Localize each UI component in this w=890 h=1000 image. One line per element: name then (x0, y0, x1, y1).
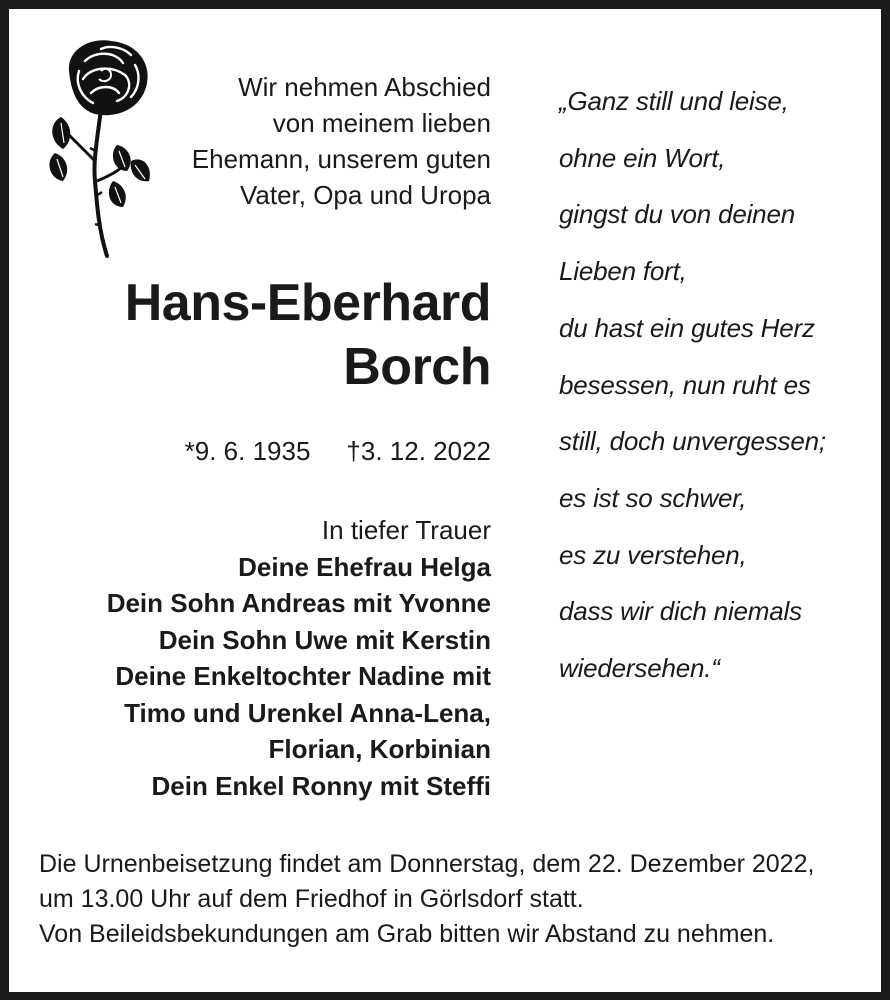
intro-line: Ehemann, unserem guten (191, 144, 491, 174)
intro-text (161, 69, 491, 213)
deceased-name (11, 271, 491, 399)
poem-line: ohne ein Wort, (559, 142, 726, 173)
name-last: Borch (343, 338, 491, 396)
poem-line: gingst du von deinen (559, 199, 795, 230)
footer-line: um 13.00 Uhr auf dem Friedhof in Görlsdorf statt. (39, 885, 584, 913)
mourner-line: Deine Enkeltochter Nadine mit (115, 661, 491, 691)
poem-line: du hast ein gutes Herz (559, 312, 815, 343)
mourner-line: Timo und Urenkel Anna-Lena, (124, 697, 491, 728)
life-dates (91, 434, 491, 468)
intro-line: Wir nehmen Abschied (238, 72, 491, 102)
footer-line: Die Urnenbeisetzung findet am Donnerstag, dem 22. Dezember 2022, (39, 850, 815, 878)
mourning-lead: In tiefer Trauer (321, 515, 491, 545)
mourner-line: Dein Enkel Ronny mit Steffi (151, 770, 491, 801)
birth-date: *9. 6. 1935 (184, 436, 311, 466)
mourner-line: Florian, Korbinian (268, 734, 491, 764)
death-date: †3. 12. 2022 (346, 436, 491, 466)
intro-line: Vater, Opa und Uropa (239, 180, 491, 210)
poem-line: „Ganz still und leise, (559, 86, 789, 116)
poem (559, 73, 879, 697)
poem-line: es zu verstehen, (559, 539, 747, 570)
name-first: Hans-Eberhard (124, 274, 491, 332)
mourners-block (11, 512, 491, 804)
poem-line: besessen, nun ruht es (559, 369, 811, 400)
rose-icon (39, 31, 159, 261)
mourner-line: Dein Sohn Andreas mit Yvonne (106, 588, 491, 618)
poem-line: Lieben fort, (559, 256, 687, 287)
poem-line: still, doch unvergessen; (559, 426, 826, 457)
poem-line: es ist so schwer, (559, 482, 747, 513)
footer-line: Von Beileidsbekundungen am Grab bitten wir Abstand zu nehmen. (39, 920, 775, 948)
mourner-line: Deine Ehefrau Helga (238, 551, 491, 582)
poem-line: wiedersehen.“ (559, 653, 720, 684)
intro-line: von meinem lieben (272, 108, 491, 138)
poem-line: dass wir dich niemals (559, 596, 802, 627)
mourner-line: Dein Sohn Uwe mit Kerstin (158, 624, 491, 655)
funeral-info (39, 847, 879, 952)
